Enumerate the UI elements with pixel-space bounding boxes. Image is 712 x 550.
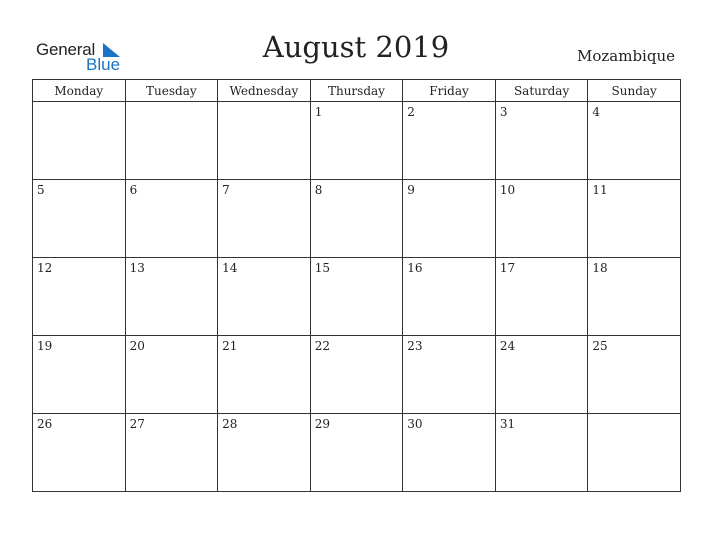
- day-number: 11: [592, 183, 608, 197]
- day-cell: [310, 180, 403, 258]
- day-cell: [125, 414, 218, 492]
- page-title: August 2019: [262, 30, 450, 64]
- day-number: 16: [407, 261, 423, 275]
- day-number: 30: [407, 417, 423, 431]
- week-row: [33, 102, 681, 180]
- day-number: 28: [222, 417, 238, 431]
- month-calendar: [32, 79, 681, 492]
- logo-text-blue: Blue: [86, 55, 121, 74]
- day-cell: [588, 414, 681, 492]
- day-number: 25: [592, 339, 608, 353]
- day-number: 7: [222, 183, 230, 197]
- day-number: 23: [407, 339, 423, 353]
- day-cell: [33, 414, 126, 492]
- day-cell: [495, 180, 588, 258]
- weekday-thursday: Thursday: [310, 80, 403, 102]
- day-number: 1: [314, 105, 323, 119]
- day-cell: [403, 414, 496, 492]
- day-cell: [125, 180, 218, 258]
- week-row: [33, 180, 681, 258]
- day-number: 3: [499, 105, 508, 119]
- day-cell: [495, 102, 588, 180]
- day-number: 27: [129, 417, 145, 431]
- day-number: [588, 414, 680, 417]
- day-number: 22: [314, 339, 330, 353]
- day-cell: [495, 336, 588, 414]
- day-cell: [588, 258, 681, 336]
- day-cell: [310, 414, 403, 492]
- weekday-saturday: Saturday: [495, 80, 588, 102]
- day-cell: [310, 102, 403, 180]
- day-number: 5: [37, 183, 45, 197]
- weekday-sunday: Sunday: [588, 80, 681, 102]
- day-cell: [218, 102, 311, 180]
- day-number: 17: [499, 261, 516, 275]
- day-number: 18: [592, 261, 608, 275]
- day-cell: [403, 102, 496, 180]
- weekday-monday: Monday: [33, 80, 126, 102]
- day-number: 31: [499, 417, 516, 431]
- day-cell: [125, 336, 218, 414]
- day-number: 20: [129, 339, 145, 353]
- day-number: 29: [314, 417, 330, 431]
- day-cell: [33, 336, 126, 414]
- weekday-friday: Friday: [403, 80, 496, 102]
- day-cell: [125, 258, 218, 336]
- day-cell: [588, 102, 681, 180]
- day-number: 15: [314, 261, 330, 275]
- logo-text-general: General: [36, 40, 96, 59]
- week-row: [33, 258, 681, 336]
- weekday-wednesday: Wednesday: [218, 80, 311, 102]
- day-cell: [218, 180, 311, 258]
- day-number: 19: [37, 339, 53, 353]
- day-cell: [125, 102, 218, 180]
- day-number: 26: [37, 417, 53, 431]
- day-number: 2: [407, 105, 415, 119]
- week-row: [33, 414, 681, 492]
- day-number: 10: [499, 183, 516, 197]
- day-cell: [33, 102, 126, 180]
- day-cell: [33, 180, 126, 258]
- day-number: [33, 102, 125, 105]
- day-cell: [403, 258, 496, 336]
- day-cell: [495, 414, 588, 492]
- day-cell: [588, 180, 681, 258]
- day-cell: [403, 336, 496, 414]
- country-label: Mozambique: [577, 47, 675, 65]
- day-number: 14: [222, 261, 238, 275]
- day-number: 9: [407, 183, 415, 197]
- week-row: [33, 336, 681, 414]
- day-number: 13: [129, 261, 145, 275]
- day-cell: [310, 258, 403, 336]
- day-number: 12: [37, 261, 53, 275]
- day-number: 4: [592, 105, 601, 119]
- day-number: 24: [499, 339, 516, 353]
- day-cell: [218, 258, 311, 336]
- day-cell: [403, 180, 496, 258]
- day-cell: [310, 336, 403, 414]
- day-number: [126, 102, 218, 105]
- day-cell: [588, 336, 681, 414]
- day-number: 8: [314, 183, 323, 197]
- day-cell: [218, 414, 311, 492]
- day-cell: [218, 336, 311, 414]
- weekday-header-row: [33, 80, 681, 102]
- day-number: 21: [222, 339, 238, 353]
- day-number: [218, 102, 310, 105]
- weekday-tuesday: Tuesday: [125, 80, 218, 102]
- day-cell: [495, 258, 588, 336]
- day-number: 6: [129, 183, 138, 197]
- day-cell: [33, 258, 126, 336]
